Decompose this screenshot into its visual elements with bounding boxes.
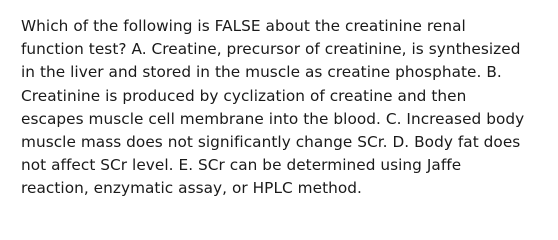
question-line: muscle mass does not significantly change SCr. D. Body fat does [21,133,521,152]
question-line: reaction, enzymatic assay, or HPLC method. [21,179,362,198]
question-line: not affect SCr level. E. SCr can be determined using Jaffe [21,156,462,175]
question-text [21,15,546,201]
question-line: escapes muscle cell membrane into the blood. C. Increased body [21,109,525,128]
question-line: function test? A. Creatine, precursor of creatinine, is synthesized [21,40,521,59]
question-line: Creatinine is produced by cyclization of creatine and then [21,86,467,105]
question-line: in the liver and stored in the muscle as creatine phosphate. B. [21,63,502,82]
question-line: Which of the following is FALSE about the creatinine renal [21,17,466,35]
